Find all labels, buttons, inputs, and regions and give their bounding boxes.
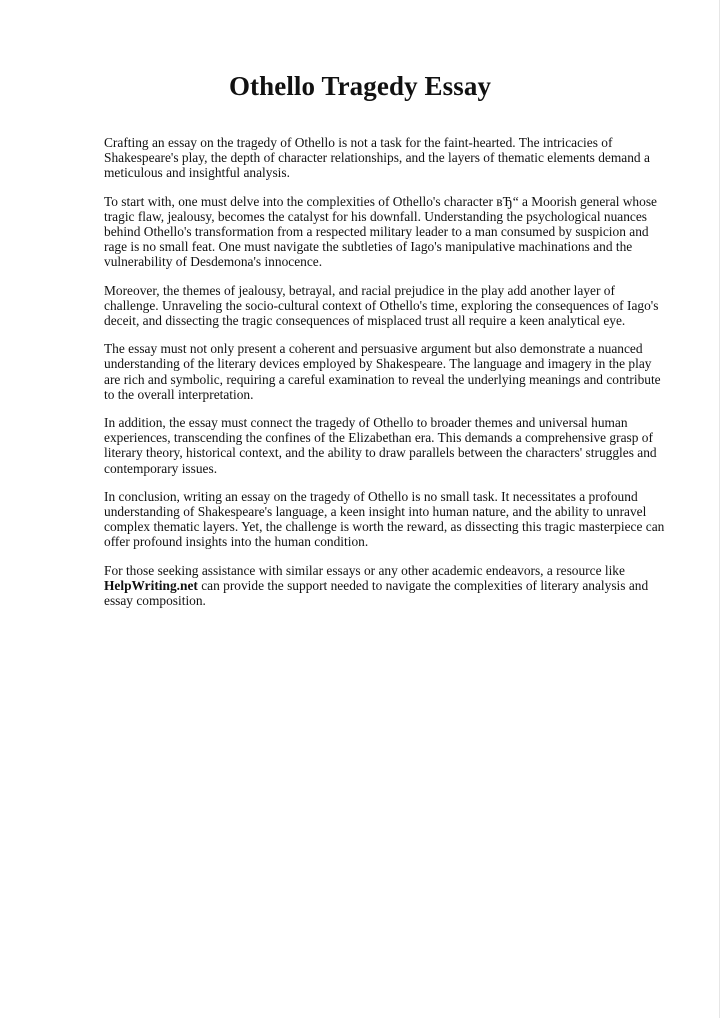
paragraph-closing bbox=[104, 563, 670, 609]
closing-text-before: For those seeking assistance with similar essays or any other academic endeavors, a resource like bbox=[104, 562, 625, 578]
document-body bbox=[104, 135, 670, 621]
paragraph-universal-themes: In addition, the essay must connect the tragedy of Othello to broader themes and universal human experiences, transcending the confines of the Elizabethan era. This demands a comprehensive grasp of literary theory, historical context, and the ability to draw parallels between the characters' struggles and contemporary issues. bbox=[104, 415, 657, 476]
paragraph-character: To start with, one must delve into the complexities of Othello's character вЂ“ a Moorish general whose tragic flaw, jealousy, becomes the catalyst for his downfall. Understanding the psychological nuances behind Othello's transformation from a respected military leader to a man consumed by suspicion and rage is no small feat. One must navigate the subtleties of Iago's manipulative machinations and the vulnerability of Desdemona's innocence. bbox=[104, 193, 657, 270]
document-title: Othello Tragedy Essay bbox=[228, 71, 492, 101]
paragraph-literary-devices: The essay must not only present a coherent and persuasive argument but also demonstrate a nuanced understanding of the literary devices employed by Shakespeare. The language and imagery in the play are rich and symbolic, requiring a careful examination to reveal the underlying meanings and contribute to the overall interpretation. bbox=[104, 341, 661, 402]
paragraph-themes: Moreover, the themes of jealousy, betrayal, and racial prejudice in the play add another layer of challenge. Unraveling the socio-cultural context of Othello's time, exploring the consequences of Iago's deceit, and dissecting the tragic consequences of misplaced trust all require a keen analytical eye. bbox=[104, 282, 659, 329]
paragraph-conclusion: In conclusion, writing an essay on the tragedy of Othello is no small task. It necessitates a profound understanding of Shakespeare's language, a keen insight into human nature, and the ability to unravel complex thematic layers. Yet, the challenge is worth the reward, as dissecting this tragic masterpiece can offer profound insights into the human condition. bbox=[104, 488, 665, 550]
helpwriting-link[interactable]: HelpWriting.net bbox=[104, 577, 198, 593]
closing-text-after: can provide the support needed to navigate the complexities of literary analysis and essay composition. bbox=[104, 577, 649, 609]
paragraph-intro: Crafting an essay on the tragedy of Othello is not a task for the faint-hearted. The intricacies of Shakespeare's play, the depth of character relationships, and the layers of thematic elements demand a meticulous and insightful analysis. bbox=[104, 135, 650, 181]
